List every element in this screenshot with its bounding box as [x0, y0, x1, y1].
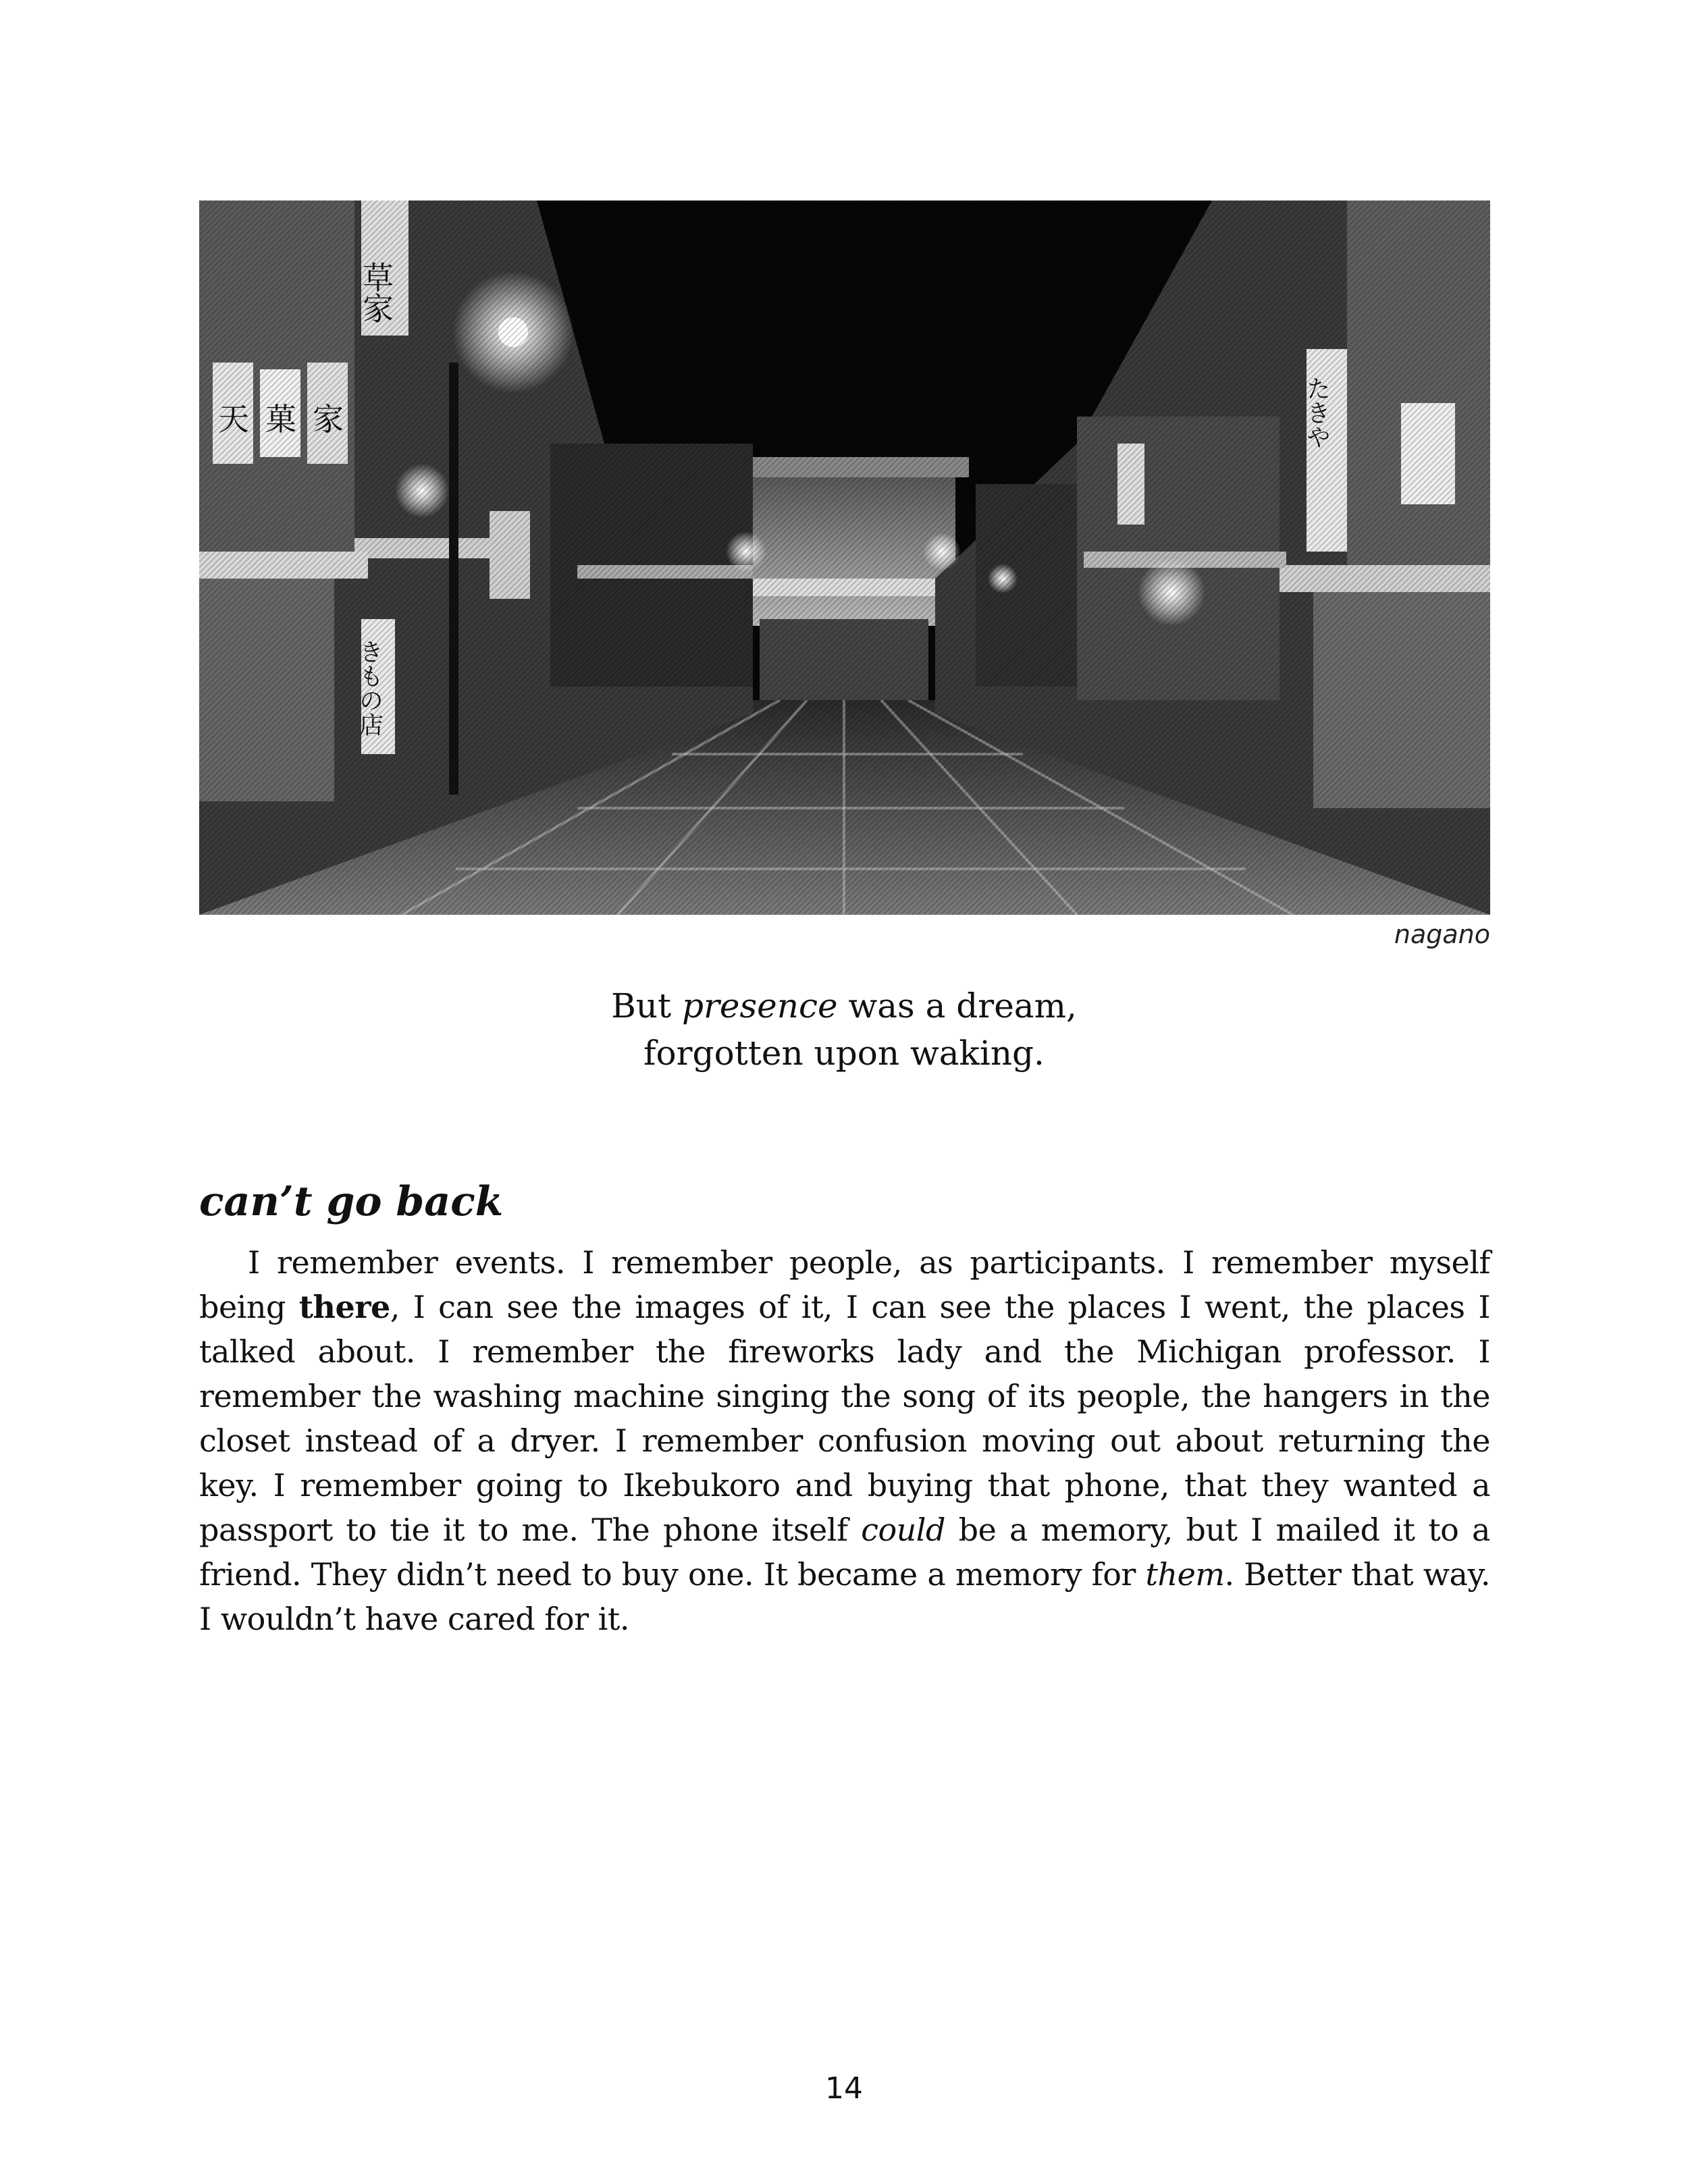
section-heading: can’t go back — [199, 1178, 504, 1225]
page-number: 14 — [825, 2071, 863, 2106]
quote-line-2: forgotten upon waking. — [643, 1034, 1045, 1073]
quote-line-1: But presence was a dream, — [611, 986, 1077, 1026]
photo-caption: nagano — [1394, 920, 1490, 949]
quote-emphasis: presence — [682, 986, 838, 1026]
emphasis-could: could — [861, 1512, 945, 1548]
bold-there: there — [298, 1289, 390, 1325]
pull-quote — [0, 982, 1688, 1077]
emphasis-them: them — [1145, 1556, 1225, 1593]
street-photo-illustration — [199, 201, 1490, 915]
body-paragraph: I remember events. I remember people, as participants. I remember myself being there, I can see the images of it, I can see the places I went, the places I talked about. I remember the fireworks lady and the Michigan professor. I remember the washing machine singing the song of its people, the hangers in the closet instead of a dryer. I remember confusion moving out about returning the key. I remember going to Ikebukoro and buying that phone, that they wanted a passport to tie it to me. The phone itself could be a memory, but I mailed it to a friend. They didn’t need to buy one. It became a memory for them. Better that way. I wouldn’t have cared for it. — [199, 1244, 1490, 1637]
street-photo — [199, 201, 1490, 915]
